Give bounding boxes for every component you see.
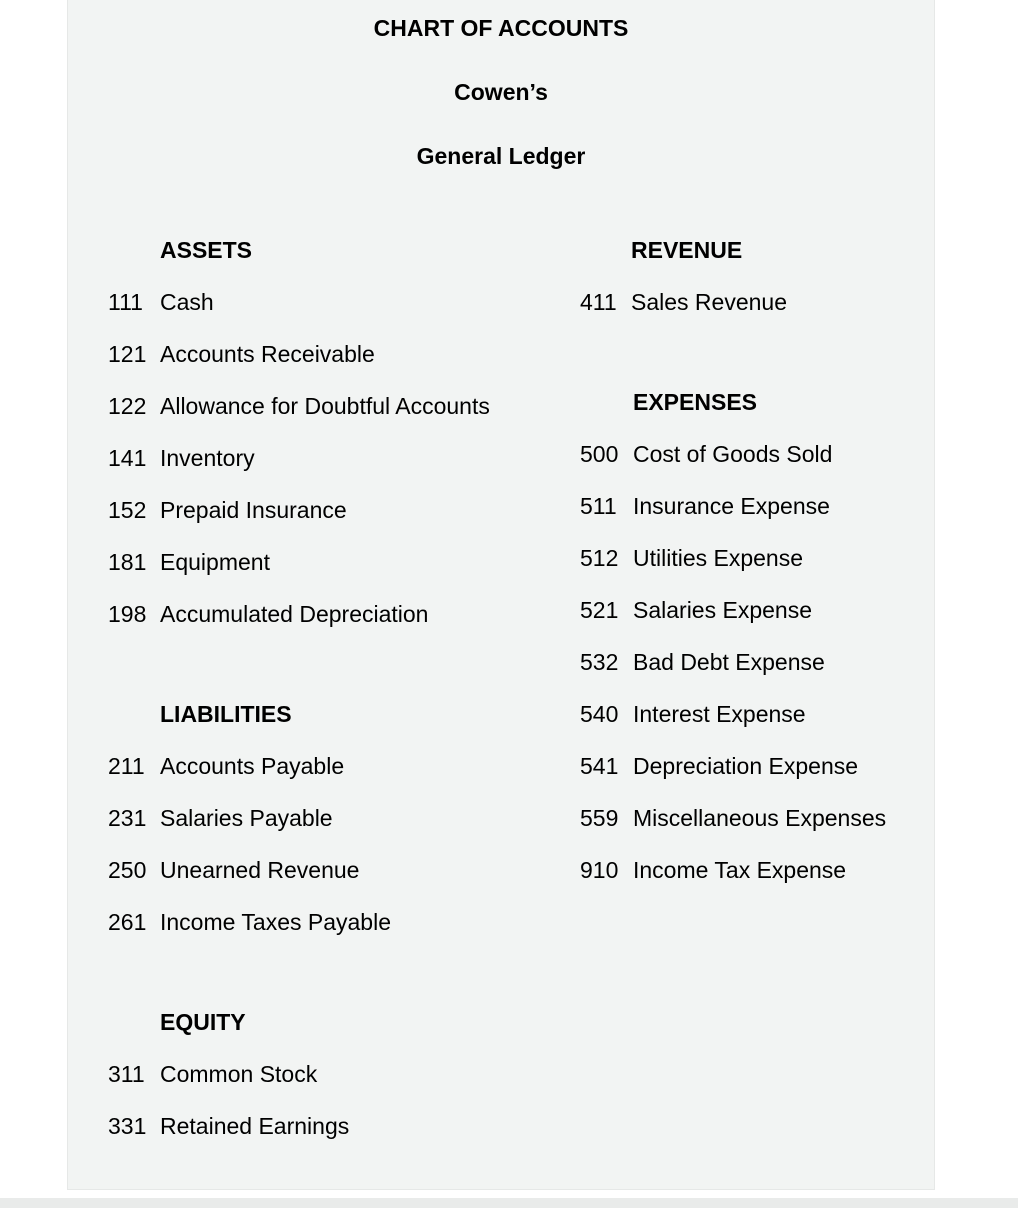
account-name: Allowance for Doubtful Accounts <box>160 393 490 419</box>
account-number: 559 <box>580 805 619 831</box>
account-number: 152 <box>108 497 147 523</box>
account-number: 411 <box>580 289 617 315</box>
account-row <box>108 600 558 652</box>
page-bottom-edge <box>0 1198 1018 1208</box>
section-heading-label: ASSETS <box>160 237 253 263</box>
account-row <box>108 1112 558 1164</box>
company-name: Cowen’s <box>454 79 548 105</box>
account-row <box>108 1060 558 1112</box>
account-number: 511 <box>580 493 617 519</box>
section-heading-label: EQUITY <box>160 1009 246 1035</box>
account-row <box>580 492 920 544</box>
account-name: Insurance Expense <box>633 493 830 519</box>
section-spacer <box>108 652 558 700</box>
account-row <box>580 596 920 648</box>
account-row <box>108 496 558 548</box>
account-name: Interest Expense <box>633 701 806 727</box>
left-column <box>108 236 558 1164</box>
section-spacer <box>580 340 920 388</box>
account-name: Common Stock <box>160 1061 318 1087</box>
revenue-heading <box>580 236 920 288</box>
liabilities-heading <box>108 700 558 752</box>
document-title: CHART OF ACCOUNTS <box>373 15 629 41</box>
account-row <box>108 856 558 908</box>
account-row <box>580 700 920 752</box>
account-row <box>108 752 558 804</box>
account-name: Utilities Expense <box>633 545 804 571</box>
account-number: 500 <box>580 441 619 467</box>
account-name: Retained Earnings <box>160 1113 350 1139</box>
account-number: 111 <box>108 289 143 315</box>
account-number: 141 <box>108 445 147 471</box>
account-name: Sales Revenue <box>631 289 787 315</box>
ledger-subtitle: General Ledger <box>416 143 586 169</box>
section-spacer <box>108 960 558 1008</box>
account-row <box>580 544 920 596</box>
account-number: 910 <box>580 857 619 883</box>
account-number: 512 <box>580 545 619 571</box>
account-number: 121 <box>108 341 147 367</box>
equity-heading <box>108 1008 558 1060</box>
account-name: Income Taxes Payable <box>160 909 391 935</box>
account-number: 250 <box>108 857 147 883</box>
account-name: Bad Debt Expense <box>633 649 825 675</box>
account-number: 311 <box>108 1061 145 1087</box>
account-name: Salaries Expense <box>633 597 812 623</box>
account-row <box>580 804 920 856</box>
account-number: 181 <box>108 549 147 575</box>
account-number: 122 <box>108 393 147 419</box>
assets-heading <box>108 236 558 288</box>
account-name: Equipment <box>160 549 270 575</box>
account-number: 331 <box>108 1113 147 1139</box>
account-name: Income Tax Expense <box>633 857 847 883</box>
account-name: Prepaid Insurance <box>160 497 347 523</box>
account-row <box>580 648 920 700</box>
account-name: Miscellaneous Expenses <box>633 805 887 831</box>
account-number: 541 <box>580 753 619 779</box>
section-heading-label: REVENUE <box>631 237 743 263</box>
account-number: 521 <box>580 597 619 623</box>
account-row <box>580 856 920 908</box>
account-name: Cash <box>160 289 214 315</box>
account-name: Accounts Payable <box>160 753 345 779</box>
section-heading-label: EXPENSES <box>633 389 757 415</box>
account-row <box>108 444 558 496</box>
account-name: Unearned Revenue <box>160 857 360 883</box>
account-name: Accounts Receivable <box>160 341 375 367</box>
account-number: 261 <box>108 909 147 935</box>
account-row <box>108 392 558 444</box>
account-row <box>108 288 558 340</box>
right-column <box>580 236 920 908</box>
account-number: 231 <box>108 805 147 831</box>
section-heading-label: LIABILITIES <box>160 701 292 727</box>
account-row <box>108 804 558 856</box>
account-name: Cost of Goods Sold <box>633 441 833 467</box>
account-name: Salaries Payable <box>160 805 333 831</box>
account-number: 532 <box>580 649 619 675</box>
account-number: 198 <box>108 601 147 627</box>
account-number: 211 <box>108 753 145 779</box>
account-name: Inventory <box>160 445 255 471</box>
account-number: 540 <box>580 701 619 727</box>
account-row <box>580 288 920 340</box>
account-row <box>108 548 558 600</box>
account-row <box>108 908 558 960</box>
account-name: Accumulated Depreciation <box>160 601 429 627</box>
account-name: Depreciation Expense <box>633 753 859 779</box>
account-row <box>580 440 920 492</box>
expenses-heading <box>580 388 920 440</box>
account-row <box>580 752 920 804</box>
account-row <box>108 340 558 392</box>
